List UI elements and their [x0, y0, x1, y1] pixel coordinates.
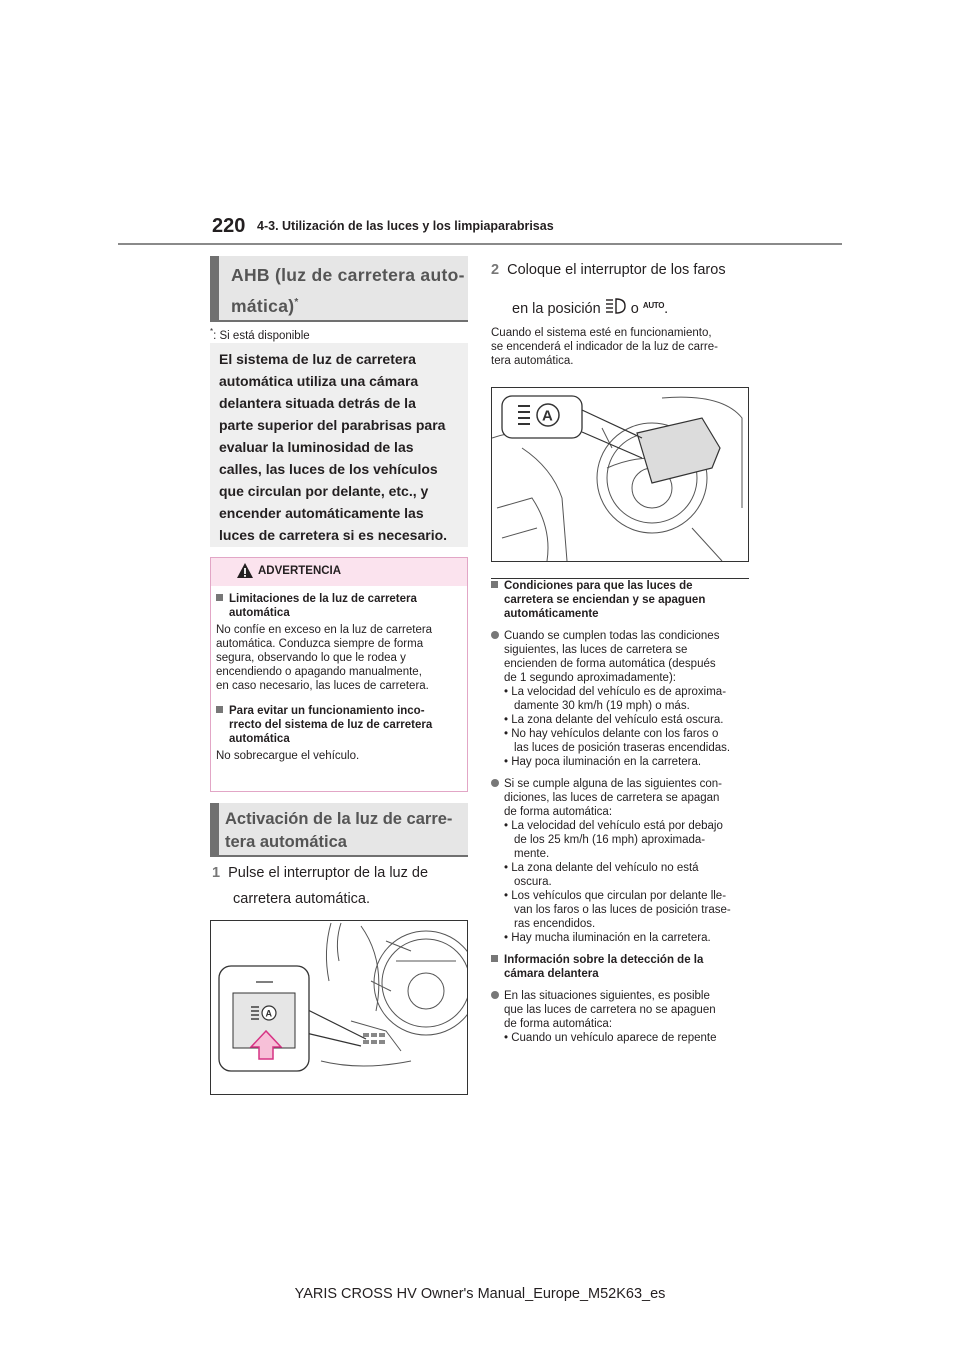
warning-triangle-icon	[236, 562, 254, 579]
warning-item1-text: No confíe en exceso en la luz de carretera	[216, 624, 433, 636]
on-intro-cont: siguientes, las luces de carretera se	[504, 644, 688, 656]
off-bullet: • Hay mucha iluminación en la carretera.	[504, 932, 711, 944]
page-footer: YARIS CROSS HV Owner's Manual_Europe_M52K63_es	[294, 1286, 666, 1302]
section-heading-ahb	[210, 256, 468, 322]
footnote-marker: *	[294, 297, 299, 308]
step-1	[212, 860, 428, 912]
figure-switch	[210, 920, 468, 1095]
conditions-title: Condiciones para que las luces de	[491, 579, 756, 593]
step-text: Coloque el interruptor de los faros	[507, 262, 726, 278]
note-line: tera automática.	[491, 355, 574, 367]
off-bullet: • Los vehículos que circulan por delante lle-	[504, 890, 727, 902]
warning-item1-title-cont: automática	[229, 607, 290, 619]
warning-title: ADVERTENCIA	[258, 565, 342, 577]
step-number: 2	[491, 262, 500, 278]
section-heading-line1: AHB (luz de carretera auto-	[231, 265, 465, 285]
circle-bullet-icon	[491, 779, 499, 787]
page-number: 220	[212, 215, 246, 237]
off-intro-cont: diciones, las luces de carretera se apagan	[504, 792, 720, 804]
step-text-end: .	[664, 301, 669, 317]
intro-line: evaluar la luminosidad de las	[219, 439, 414, 455]
step-text-cont: en la posición	[512, 301, 601, 317]
svg-text:A: A	[542, 407, 553, 425]
intro-line: encender automáticamente las	[219, 505, 424, 521]
step-number: 1	[212, 865, 221, 881]
warning-box	[210, 557, 468, 792]
camera-intro-cont: que las luces de carretera no se apaguen	[504, 1004, 716, 1016]
section-heading-activation	[210, 803, 468, 857]
off-bullet: • La velocidad del vehículo está por debajo	[504, 820, 723, 832]
footnote	[210, 327, 310, 342]
intro-line: que circulan por delante, etc., y	[219, 483, 429, 499]
off-bullet-cont: mente.	[514, 848, 550, 860]
section2-heading-line1: Activación de la luz de carre-	[225, 810, 453, 828]
auto-label-icon: AUTO	[642, 301, 665, 310]
warning-item1-text: encendiendo o apagando manualmente,	[216, 666, 422, 678]
svg-text:A: A	[265, 1008, 272, 1019]
camera-bullet: • Cuando un vehículo aparece de repente	[504, 1032, 717, 1044]
off-bullet-cont: ras encendidos.	[514, 918, 596, 930]
off-intro-cont: de forma automática:	[504, 806, 613, 818]
instrument-cluster-illustration	[492, 388, 748, 561]
circle-bullet-icon	[491, 631, 499, 639]
auto-high-beam-icon	[605, 297, 627, 315]
warning-item1-text: automática. Conduzca siempre de forma	[216, 638, 424, 650]
intro-box	[210, 343, 468, 547]
camera-title-cont: cámara delantera	[504, 968, 599, 980]
step-text-cont: carretera automática.	[233, 891, 371, 907]
off-bullet-cont: van los faros o las luces de posición trase-	[514, 904, 731, 916]
camera-intro: En las situaciones siguientes, es posible	[491, 989, 756, 1003]
warning-content	[216, 592, 461, 763]
footnote-mark: *	[210, 327, 214, 336]
on-intro-cont: encienden de forma automática (después	[504, 658, 716, 670]
square-bullet-icon	[216, 706, 223, 713]
on-bullet: • La velocidad del vehículo es de aproxima-	[504, 686, 727, 698]
figure-indicator	[491, 387, 749, 562]
intro-line: parte superior del parabrisas para	[219, 417, 446, 433]
step-text-or: o	[630, 301, 639, 317]
header-divider	[118, 243, 842, 245]
warning-item1-title: Limitaciones de la luz de carretera	[216, 592, 461, 606]
warning-item2-title-cont: automática	[229, 733, 290, 745]
step2-note	[491, 326, 756, 368]
warning-item1-text: en caso necesario, las luces de carretera.	[216, 680, 429, 692]
square-bullet-icon	[216, 594, 223, 601]
intro-line: luces de carretera si es necesario.	[219, 527, 448, 543]
square-bullet-icon	[491, 581, 498, 588]
conditions-block	[491, 579, 756, 1045]
intro-line: El sistema de luz de carretera	[219, 351, 416, 367]
step-text: Pulse el interruptor de la luz de	[228, 865, 429, 881]
step-2	[491, 257, 761, 322]
on-bullet-cont: las luces de posición traseras encendidas.	[514, 742, 731, 754]
note-line: se encenderá el indicador de la luz de carre-	[491, 341, 718, 353]
dashboard-switch-illustration	[211, 921, 467, 1094]
warning-item2-text: No sobrecargue el vehículo.	[216, 750, 360, 762]
chapter-title: 4-3. Utilización de las luces y los limpiaparabrisas	[257, 219, 554, 233]
circle-bullet-icon	[491, 991, 499, 999]
warning-item2-title: Para evitar un funcionamiento inco-	[216, 704, 461, 718]
on-bullet: • La zona delante del vehículo está oscura.	[504, 714, 724, 726]
off-intro: Si se cumple alguna de las siguientes con-	[491, 777, 756, 791]
section-heading-line2: mática)	[231, 295, 295, 316]
intro-line: delantera situada detrás de la	[219, 395, 416, 411]
on-bullet: • Hay poca iluminación en la carretera.	[504, 756, 702, 768]
warning-item2-title-cont: rrecto del sistema de luz de carretera	[229, 719, 433, 731]
note-line: Cuando el sistema esté en funcionamiento,	[491, 327, 712, 339]
conditions-title-cont: carretera se enciendan y se apaguen	[504, 594, 706, 606]
warning-item1-text: segura, observando lo que le rodea y	[216, 652, 406, 664]
conditions-title-cont: automáticamente	[504, 608, 599, 620]
on-bullet-cont: damente 30 km/h (19 mph) o más.	[514, 700, 690, 712]
off-bullet: • La zona delante del vehículo no está	[504, 862, 699, 874]
intro-line: calles, las luces de los vehículos	[219, 461, 438, 477]
on-bullet: • No hay vehículos delante con los faros o	[504, 728, 719, 740]
on-intro-cont: de 1 segundo aproximadamente):	[504, 672, 676, 684]
footnote-text: : Si está disponible	[213, 329, 310, 342]
off-bullet-cont: oscura.	[514, 876, 552, 888]
section2-heading-line2: tera automática	[225, 833, 347, 851]
off-bullet-cont: de los 25 km/h (16 mph) aproximada-	[514, 834, 706, 846]
camera-title: Información sobre la detección de la	[491, 953, 756, 967]
square-bullet-icon	[491, 955, 498, 962]
intro-line: automática utiliza una cámara	[219, 373, 419, 389]
camera-intro-cont: de forma automática:	[504, 1018, 613, 1030]
on-intro: Cuando se cumplen todas las condiciones	[491, 629, 756, 643]
